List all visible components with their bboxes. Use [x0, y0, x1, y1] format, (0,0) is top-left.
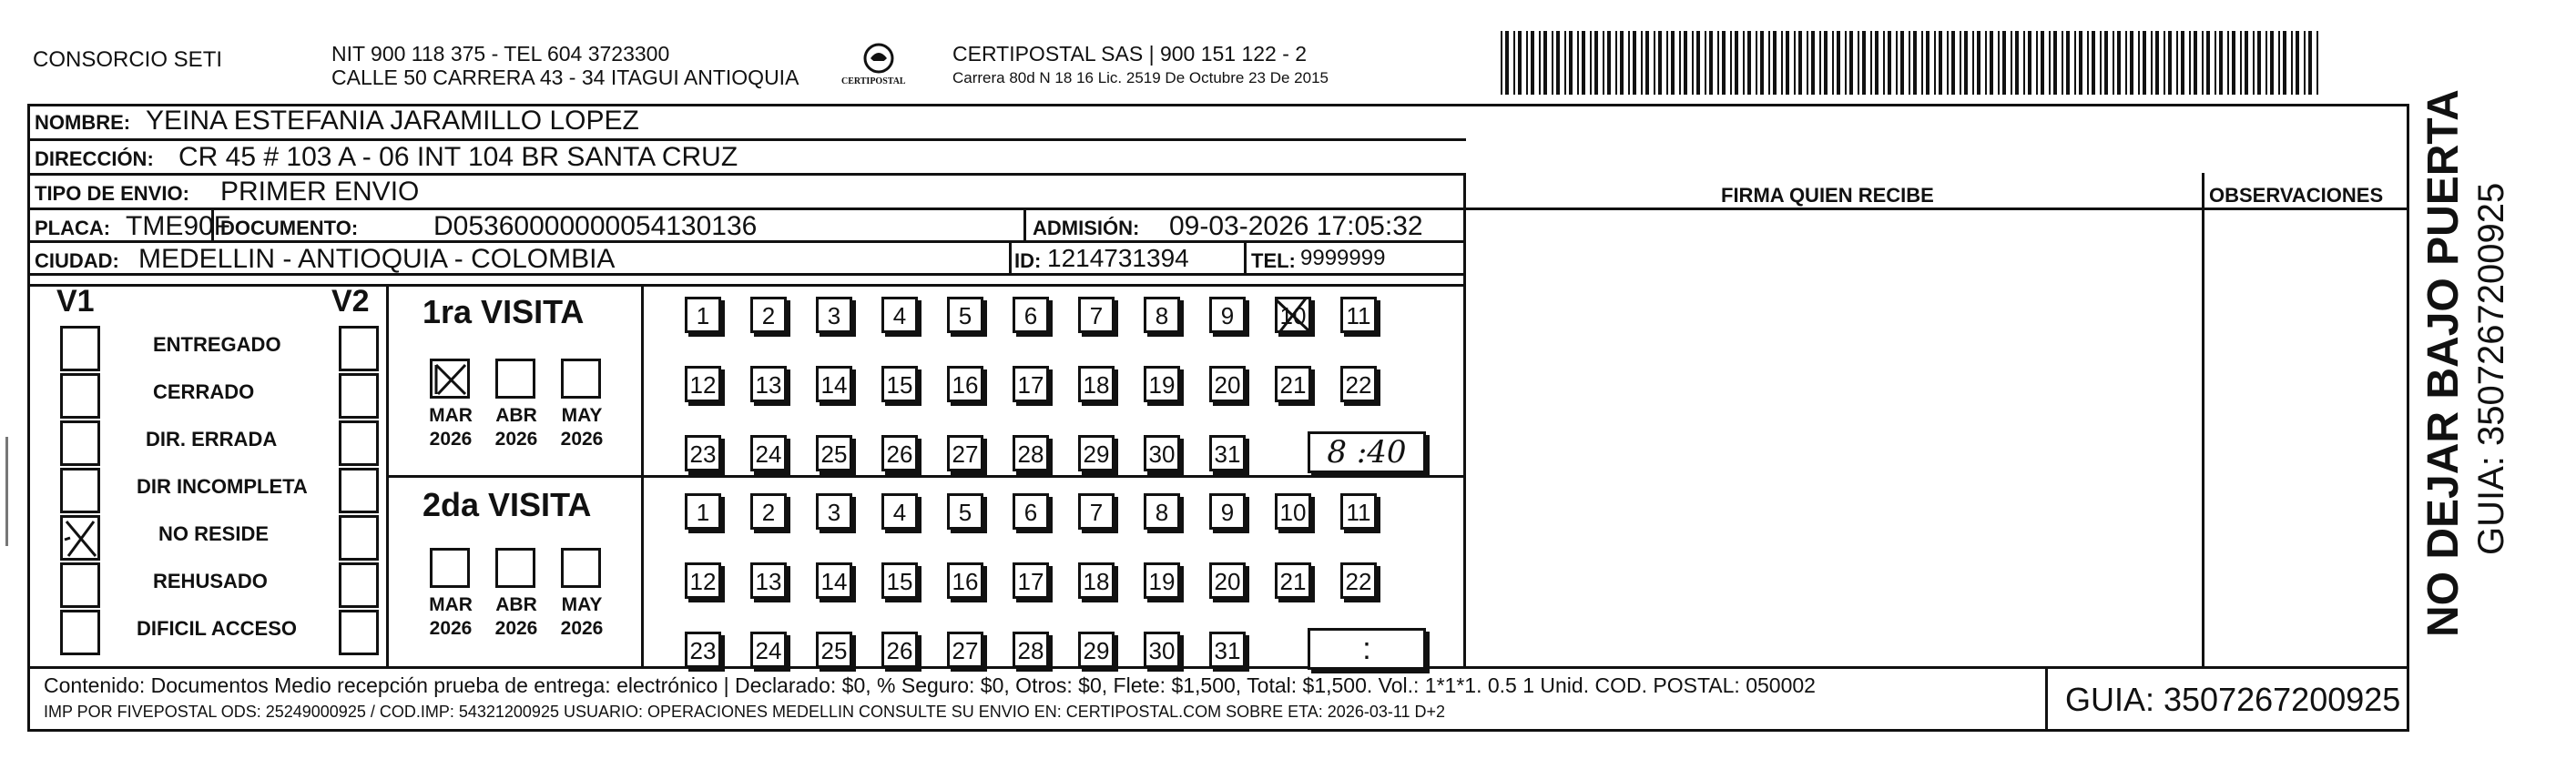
barcode-bar: [1960, 31, 1961, 95]
barcode-bar: [2257, 31, 2261, 95]
v1-day-19[interactable]: 19: [1144, 366, 1180, 402]
barcode-bar: [1977, 31, 1980, 95]
col-divider-firma: [1463, 173, 1466, 667]
barcode-bar: [1909, 31, 1910, 95]
v2-day-25[interactable]: 25: [816, 632, 852, 668]
barcode-bar: [2117, 31, 2121, 95]
v1-day-26[interactable]: 26: [881, 435, 918, 471]
barcode-bar: [2202, 31, 2204, 95]
ciudad-value: MEDELLIN - ANTIOQUIA - COLOMBIA: [138, 244, 616, 274]
barcode-bar: [2053, 31, 2057, 95]
placa-value: TME90F: [126, 211, 231, 241]
v2-day-20[interactable]: 20: [1209, 562, 1246, 599]
barcode-bar: [1913, 31, 1917, 95]
barcode-bar: [1671, 31, 1675, 95]
v1-day-18[interactable]: 18: [1078, 366, 1115, 402]
v1-day-17[interactable]: 17: [1013, 366, 1049, 402]
footer-guia-divider: [2045, 666, 2048, 732]
name-label: NOMBRE:: [35, 111, 131, 134]
handwritten-x-icon: [433, 361, 469, 398]
barcode-bar: [1645, 31, 1649, 95]
barcode-bar: [1964, 31, 1968, 95]
v1-day-24[interactable]: 24: [750, 435, 787, 471]
visit2-title: 2da VISITA: [423, 486, 592, 523]
barcode-bar: [2011, 31, 2012, 95]
barcode-bar: [1824, 31, 1828, 95]
nit-line: NIT 900 118 375 - TEL 604 3723300: [331, 42, 670, 66]
handwritten-x-icon: [63, 518, 99, 560]
row-divider: [27, 284, 1466, 287]
v1-year-label: 2026: [560, 429, 604, 450]
admision-value: 09-03-2026 17:05:32: [1169, 211, 1423, 241]
barcode-bar: [1620, 31, 1624, 95]
barcode-bar: [1747, 31, 1751, 95]
v1-day-5[interactable]: 5: [947, 297, 983, 333]
barcode-bar: [2130, 31, 2133, 95]
barcode-bar: [2181, 31, 2184, 95]
visit1-title: 1ra VISITA: [423, 293, 585, 330]
v2-day-4[interactable]: 4: [881, 493, 918, 530]
barcode-bar: [1603, 31, 1604, 95]
v2-day-21[interactable]: 21: [1275, 562, 1311, 599]
v1-month-label: MAY: [561, 405, 603, 426]
v1-day-6[interactable]: 6: [1013, 297, 1049, 333]
id-label: ID:: [1014, 249, 1042, 272]
barcode-bar: [1819, 31, 1821, 95]
barcode-bar: [1607, 31, 1611, 95]
barcode-bar: [1811, 31, 1815, 95]
footer-guia: GUIA: 3507267200925: [2065, 681, 2401, 718]
barcode-bar: [1735, 31, 1738, 95]
contenido-line: Contenido: Documentos Medio recepción prueba de entrega: electrónico | Declarado: $0, % Seguro: $0, Otros: $0, Flete: $1,500, Total: $1,500. Vol.: 1*1*1. 0.5 1 Unid. COD. POSTAL: 050002: [44, 673, 1816, 697]
col-divider-tel: [1244, 240, 1247, 273]
barcode-bar: [2296, 31, 2299, 95]
v2-day-18[interactable]: 18: [1078, 562, 1115, 599]
v1-day-4[interactable]: 4: [881, 297, 918, 333]
side-guia: GUIA: 3507267200925: [2471, 182, 2511, 555]
barcode-bar: [1934, 31, 1936, 95]
v2-month-checkbox[interactable]: [561, 548, 601, 588]
v2-month-label: MAY: [561, 594, 603, 615]
barcode-bar: [1985, 31, 1987, 95]
barcode-bar: [1862, 31, 1866, 95]
v2-day-26[interactable]: 26: [881, 632, 918, 668]
barcode-bar: [2041, 31, 2044, 95]
v1-day-29[interactable]: 29: [1078, 435, 1115, 471]
barcode-bar: [1633, 31, 1636, 95]
barcode-bar: [2087, 31, 2089, 95]
barcode-bar: [1798, 31, 1802, 95]
status-label: DIFICIL ACCESO: [137, 617, 298, 640]
envio-label: TIPO DE ENVIO:: [35, 182, 189, 205]
barcode-bar: [1518, 31, 1522, 95]
v1-day-15[interactable]: 15: [881, 366, 918, 402]
v2-month-label: ABR: [495, 594, 537, 615]
barcode-bar: [1807, 31, 1808, 95]
v2-day-8[interactable]: 8: [1144, 493, 1180, 530]
barcode-bar: [2265, 31, 2267, 95]
imp-line: IMP POR FIVEPOSTAL ODS: 25249000925 / COD.IMP: 54321200925 USUARIO: OPERACIONES MEDELLIN CONSULTE SU ENVIO EN: CERTIPOSTAL.COM SOBRE ETA: 2026-03-11 D+2: [44, 703, 1446, 721]
v2-year-label: 2026: [494, 618, 538, 639]
v1-checkbox[interactable]: [60, 562, 100, 608]
barcode-bar: [2240, 31, 2242, 95]
name-value: YEINA ESTEFANIA JARAMILLO LOPEZ: [146, 106, 639, 136]
v2-time-box[interactable]: :: [1308, 628, 1426, 670]
barcode-bar: [1628, 31, 1630, 95]
v2-day-7[interactable]: 7: [1078, 493, 1115, 530]
barcode-bar: [1870, 31, 1872, 95]
v1-day-2[interactable]: 2: [750, 297, 787, 333]
barcode-bar: [1641, 31, 1643, 95]
v1-day-3[interactable]: 3: [816, 297, 852, 333]
v1-day-22[interactable]: 22: [1340, 366, 1377, 402]
barcode-bar: [2253, 31, 2255, 95]
barcode-bar: [2316, 31, 2318, 95]
v2-day-30[interactable]: 30: [1144, 632, 1180, 668]
barcode-bar: [2049, 31, 2051, 95]
barcode-bar: [2138, 31, 2140, 95]
barcode-bar: [1849, 31, 1853, 95]
status-label: CERRADO: [153, 380, 255, 403]
barcode-bar: [2278, 31, 2280, 95]
barcode-bar: [2245, 31, 2248, 95]
v1-day-16[interactable]: 16: [947, 366, 983, 402]
barcode-bar: [2100, 31, 2102, 95]
v2-year-label: 2026: [560, 618, 604, 639]
v2-checkbox[interactable]: [339, 373, 379, 419]
barcode-bar: [1526, 31, 1528, 95]
v2-month-label: MAR: [429, 594, 473, 615]
v2-day-11[interactable]: 11: [1340, 493, 1377, 530]
barcode: [1501, 31, 2329, 95]
barcode-bar: [1513, 31, 1515, 95]
v2-day-5[interactable]: 5: [947, 493, 983, 530]
admision-label: ADMISIÓN:: [1033, 217, 1140, 239]
barcode-bar: [2066, 31, 2070, 95]
v1-time-box[interactable]: 8 :40: [1308, 431, 1426, 473]
barcode-bar: [1947, 31, 1949, 95]
v2-day-10[interactable]: 10: [1275, 493, 1311, 530]
v2-day-3[interactable]: 3: [816, 493, 852, 530]
v1-day-8[interactable]: 8: [1144, 297, 1180, 333]
barcode-bar: [1531, 31, 1534, 95]
ciudad-label: CIUDAD:: [35, 249, 119, 272]
barcode-bar: [1845, 31, 1847, 95]
barcode-bar: [1692, 31, 1694, 95]
v1-day-13[interactable]: 13: [750, 366, 787, 402]
company-line: CERTIPOSTAL SAS | 900 151 122 - 2: [952, 42, 1308, 66]
v1-day-31[interactable]: 31: [1209, 435, 1246, 471]
barcode-bar: [2227, 31, 2229, 95]
v1-day-9[interactable]: 9: [1209, 297, 1246, 333]
v1-day-7[interactable]: 7: [1078, 297, 1115, 333]
barcode-bar: [1539, 31, 1541, 95]
barcode-bar: [2283, 31, 2286, 95]
barcode-bar: [2023, 31, 2025, 95]
row-divider: [1466, 207, 2409, 210]
barcode-bar: [2308, 31, 2312, 95]
barcode-bar: [1552, 31, 1553, 95]
barcode-bar: [2215, 31, 2216, 95]
barcode-bar: [2092, 31, 2095, 95]
address-label: DIRECCIÓN:: [35, 147, 154, 170]
barcode-bar: [1717, 31, 1719, 95]
barcode-bar: [1900, 31, 1904, 95]
barcode-bar: [1696, 31, 1700, 95]
v2-day-2[interactable]: 2: [750, 493, 787, 530]
barcode-bar: [1875, 31, 1879, 95]
v2-day-6[interactable]: 6: [1013, 493, 1049, 530]
barcode-bar: [2270, 31, 2274, 95]
v1-day-10[interactable]: 10: [1275, 297, 1311, 333]
barcode-bar: [1888, 31, 1891, 95]
certipostal-logo-icon: [838, 40, 920, 95]
barcode-bar: [1756, 31, 1757, 95]
barcode-bar: [1781, 31, 1783, 95]
left-margin-mark: [5, 437, 8, 546]
firma-header: FIRMA QUIEN RECIBE: [1721, 184, 1934, 207]
barcode-bar: [1615, 31, 1617, 95]
barcode-bar: [1786, 31, 1789, 95]
barcode-bar: [1590, 31, 1592, 95]
barcode-bar: [1921, 31, 1923, 95]
row-divider: [27, 173, 1466, 176]
v1-month-checkbox[interactable]: [495, 359, 535, 399]
v1-month-checkbox[interactable]: [561, 359, 601, 399]
v1-day-14[interactable]: 14: [816, 366, 852, 402]
v2-month-checkbox[interactable]: [495, 548, 535, 588]
address-value: CR 45 # 103 A - 06 INT 104 BR SANTA CRUZ: [178, 142, 738, 172]
barcode-bar: [1666, 31, 1668, 95]
barcode-bar: [2164, 31, 2165, 95]
barcode-bar: [2125, 31, 2127, 95]
v2-day-17[interactable]: 17: [1013, 562, 1049, 599]
v2-day-24[interactable]: 24: [750, 632, 787, 668]
barcode-bar: [1972, 31, 1974, 95]
barcode-bar: [2168, 31, 2172, 95]
v2-day-28[interactable]: 28: [1013, 632, 1049, 668]
v1-month-label: ABR: [495, 405, 537, 426]
v2-checkbox[interactable]: [339, 420, 379, 466]
v1-checkbox[interactable]: [60, 468, 100, 513]
barcode-bar: [2074, 31, 2076, 95]
barcode-bar: [1594, 31, 1598, 95]
barcode-bar: [1577, 31, 1579, 95]
barcode-bar: [2155, 31, 2159, 95]
v2-day-9[interactable]: 9: [1209, 493, 1246, 530]
v1-day-12[interactable]: 12: [685, 366, 721, 402]
v1-checkbox[interactable]: [60, 610, 100, 655]
v2-checkbox[interactable]: [339, 468, 379, 513]
barcode-bar: [2219, 31, 2223, 95]
status-label: REHUSADO: [153, 570, 268, 592]
v1-day-11[interactable]: 11: [1340, 297, 1377, 333]
v2-header: V2: [331, 284, 370, 319]
v1-checkbox[interactable]: [60, 326, 100, 371]
v1-day-1[interactable]: 1: [685, 297, 721, 333]
id-value: 1214731394: [1047, 244, 1189, 272]
v1-day-27[interactable]: 27: [947, 435, 983, 471]
v2-day-16[interactable]: 16: [947, 562, 983, 599]
barcode-bar: [1743, 31, 1745, 95]
barcode-bar: [2028, 31, 2031, 95]
barcode-bar: [2036, 31, 2038, 95]
v1-day-25[interactable]: 25: [816, 435, 852, 471]
barcode-bar: [1837, 31, 1840, 95]
barcode-bar: [1501, 31, 1502, 95]
v1-day-20[interactable]: 20: [1209, 366, 1246, 402]
barcode-bar: [1939, 31, 1942, 95]
barcode-bar: [1990, 31, 1993, 95]
v2-checkbox[interactable]: [339, 326, 379, 371]
barcode-bar: [1705, 31, 1706, 95]
v2-month-checkbox[interactable]: [430, 548, 470, 588]
v1-year-label: 2026: [429, 429, 473, 450]
v2-day-22[interactable]: 22: [1340, 562, 1377, 599]
barcode-bar: [1896, 31, 1898, 95]
barcode-bar: [2232, 31, 2235, 95]
no-dejar-bajo-puerta: NO DEJAR BAJO PUERTA: [2419, 89, 2468, 637]
v2-day-29[interactable]: 29: [1078, 632, 1115, 668]
barcode-bar: [1832, 31, 1834, 95]
barcode-bar: [1760, 31, 1764, 95]
consorcio-name: CONSORCIO SETI: [33, 47, 223, 72]
barcode-bar: [1794, 31, 1796, 95]
v1-header: V1: [56, 284, 95, 319]
v1-year-label: 2026: [494, 429, 538, 450]
v2-day-1[interactable]: 1: [685, 493, 721, 530]
barcode-bar: [1951, 31, 1955, 95]
barcode-bar: [1998, 31, 2000, 95]
status-label: ENTREGADO: [153, 333, 281, 356]
certipostal-logo: [838, 40, 920, 95]
v2-day-14[interactable]: 14: [816, 562, 852, 599]
v2-checkbox[interactable]: [339, 515, 379, 561]
barcode-bar: [1564, 31, 1566, 95]
v2-day-27[interactable]: 27: [947, 632, 983, 668]
logo-text: CERTIPOSTAL: [841, 76, 906, 86]
col-divider-admision: [1023, 207, 1026, 240]
status-label: DIR INCOMPLETA: [137, 475, 308, 498]
barcode-bar: [2151, 31, 2153, 95]
envio-value: PRIMER ENVIO: [220, 177, 420, 207]
visit-divider: [386, 475, 1463, 478]
v1-checkbox[interactable]: [60, 420, 100, 466]
row-divider: [27, 138, 1466, 141]
license-line: Carrera 80d N 18 16 Lic. 2519 De Octubre 23 De 2015: [952, 69, 1329, 86]
barcode-bar: [1505, 31, 1509, 95]
v2-day-23[interactable]: 23: [685, 632, 721, 668]
v2-day-15[interactable]: 15: [881, 562, 918, 599]
status-label: NO RESIDE: [158, 522, 270, 545]
v2-day-13[interactable]: 13: [750, 562, 787, 599]
v1-checkbox[interactable]: [60, 515, 100, 561]
barcode-bar: [2189, 31, 2191, 95]
barcode-bar: [1658, 31, 1662, 95]
sender-address-line: CALLE 50 CARRERA 43 - 34 ITAGUI ANTIOQUIA: [331, 66, 799, 89]
barcode-bar: [1773, 31, 1777, 95]
v1-month-checkbox[interactable]: [430, 359, 470, 399]
barcode-bar: [1569, 31, 1573, 95]
v2-day-19[interactable]: 19: [1144, 562, 1180, 599]
barcode-bar: [2104, 31, 2108, 95]
barcode-bar: [2002, 31, 2006, 95]
barcode-bar: [1883, 31, 1885, 95]
barcode-bar: [2194, 31, 2197, 95]
observaciones-header: OBSERVACIONES: [2209, 184, 2384, 207]
v2-checkbox[interactable]: [339, 562, 379, 608]
barcode-bar: [1654, 31, 1655, 95]
documento-label: DOCUMENTO:: [220, 217, 359, 239]
status-label: DIR. ERRADA: [146, 428, 278, 450]
documento-value: D05360000000054130136: [433, 211, 758, 241]
barcode-graphic: [1501, 31, 2329, 95]
barcode-bar: [2015, 31, 2019, 95]
v2-year-label: 2026: [429, 618, 473, 639]
v2-day-31[interactable]: 31: [1209, 632, 1246, 668]
barcode-bar: [1684, 31, 1687, 95]
placa-label: PLACA:: [35, 217, 111, 239]
v1-month-label: MAR: [429, 405, 473, 426]
barcode-bar: [1926, 31, 1929, 95]
barcode-bar: [1679, 31, 1681, 95]
barcode-bar: [1858, 31, 1859, 95]
v1-day-21[interactable]: 21: [1275, 366, 1311, 402]
barcode-bar: [1556, 31, 1560, 95]
tel-label: TEL:: [1251, 249, 1296, 272]
barcode-bar: [2079, 31, 2082, 95]
col-divider-obs: [2202, 173, 2204, 667]
barcode-bar: [1768, 31, 1770, 95]
barcode-bar: [2143, 31, 2146, 95]
v1-day-30[interactable]: 30: [1144, 435, 1180, 471]
v2-day-12[interactable]: 12: [685, 562, 721, 599]
v2-checkbox[interactable]: [339, 610, 379, 655]
v1-day-28[interactable]: 28: [1013, 435, 1049, 471]
barcode-bar: [1543, 31, 1547, 95]
barcode-bar: [1582, 31, 1585, 95]
barcode-bar: [2291, 31, 2293, 95]
tel-value: 9999999: [1300, 246, 1386, 270]
col-divider-id: [1009, 240, 1012, 273]
barcode-bar: [2176, 31, 2178, 95]
barcode-bar: [1730, 31, 1732, 95]
barcode-bar: [1709, 31, 1713, 95]
barcode-bar: [2304, 31, 2306, 95]
barcode-bar: [2206, 31, 2210, 95]
barcode-bar: [1722, 31, 1726, 95]
v1-day-23[interactable]: 23: [685, 435, 721, 471]
barcode-bar: [2062, 31, 2063, 95]
barcode-bar: [2113, 31, 2114, 95]
handwritten-x-icon: [1275, 297, 1311, 333]
v1-checkbox[interactable]: [60, 373, 100, 419]
